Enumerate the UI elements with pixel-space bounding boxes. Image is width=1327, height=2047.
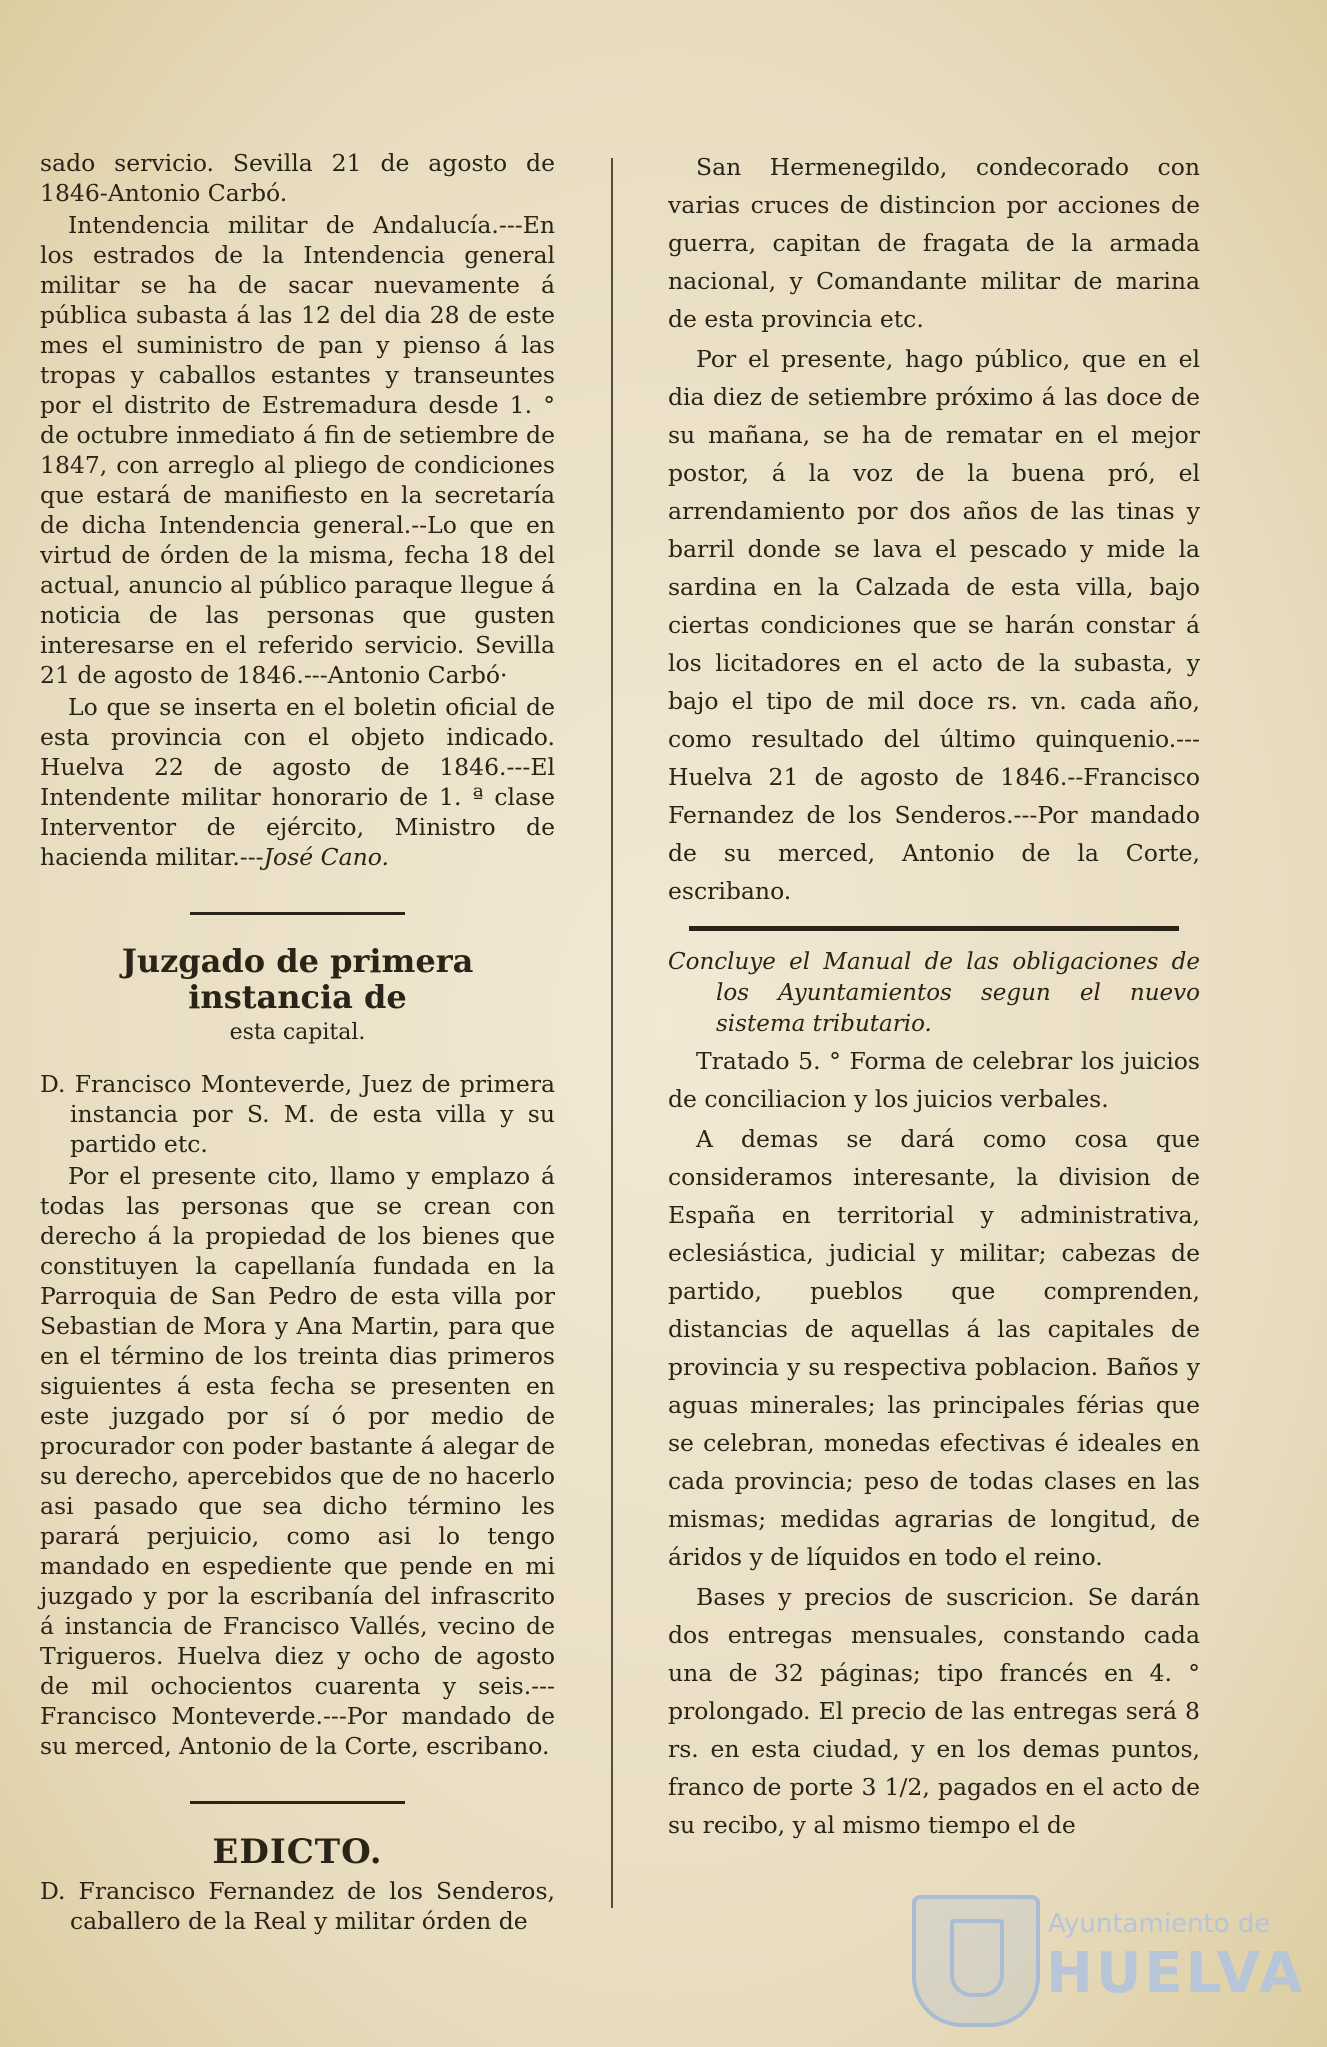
juzgado-subheading: esta capital. [229,1020,366,1045]
intendencia-notice: Intendencia militar de Andalucía.---En los estrados de la Intendencia general militar se ha de sacar nuevamente á pública subasta á las 12 del dia 28 de este mes el suministro de pan y pienso á las tropas y caballos estantes y transeuntes por el distrito de Estremadura desde 1. ° de octubre inmediato á fin de setiembre de 1847, con arreglo al pliego de condiciones que estará de manifiesto en la secretaría de dicha Intendencia general.--Lo que en virtud de órden de la misma, fecha 18 del actual, anuncio al público paraque llegue á noticia de las personas que gusten interesarse en el referido servicio. Sevilla 21 de agosto de 1846.---Antonio Carbó· [40,211,555,689]
division-paragraph: A demas se dará como cosa que consideramos interesante, la division de España en territorial y administrativa, eclesiástica, judicial y militar; cabezas de partido, pueblos que comprenden, distancias de aquellas á las capitales de provincia y su respectiva poblacion. Baños y aguas minerales; las principales férias que se celebran, monedas efectivas é ideales en cada provincia; peso de todas clases en las mismas; medidas agrarias de longitud, de áridos y de líquidos en todo el reino. [668,1125,1200,1571]
juzgado-body: Por el presente cito, llamo y emplazo á todas las personas que se crean con derecho á la propiedad de los bienes que constituyen la capellanía fundada en la Parroquia de San Pedro de esta villa por Sebastian de Mora y Ana Martin, para que en el término de los treinta dias primeros siguientes á esta fecha se presenten en este juzgado por sí ó por medio de procurador con poder bastante á alegar de su derecho, apercebidos que de no hacerlo asi pasado que sea dicho término les parará perjuicio, como asi lo tengo mandado en espediente que pende en mi juzgado y por la escribanía del infrascrito á instancia de Francisco Vallés, vecino de Trigueros. Huelva diez y ocho de agosto de mil ochocientos cuarenta y seis.---Francisco Monteverde.---Por mandado de su merced, Antonio de la Corte, escribano. [40,1162,555,1760]
edicto-body: Por el presente, hago público, que en el dia diez de setiembre próximo á las doce de su mañana, se ha de rematar en el mejor postor, á la voz de la buena pró, el arrendamiento por dos años de las tinas y barril donde se lava el pescado y mide la sardina en la Calzada de esta villa, bajo ciertas condiciones que se harán constar á los licitadores en el acto de la subasta, y bajo el tipo de mil doce rs. vn. cada año, como resultado del último quinquenio.--- Huelva 21 de agosto de 1846.--Francisco Fernandez de los Senderos.---Por mandado de su merced, Antonio de la Corte, escribano. [668,345,1200,905]
suscricion-paragraph: Bases y precios de suscricion. Se darán dos entregas mensuales, constando cada una de 32 páginas; tipo francés en 4. ° prolongado. El precio de las entregas será 8 rs. en esta ciudad, y en los demas puntos, franco de porte 3 1/2, pagados en el acto de su recibo, y al mismo tiempo el de [668,1583,1200,1839]
juzgado-heading: Juzgado de primera instancia de [121,942,474,1016]
shield-icon [912,1895,1040,2027]
shield-inner-icon [950,1919,1004,1997]
juzgado-intro: D. Francisco Monteverde, Juez de primera instancia por S. M. de esta villa y su partido etc. [40,1070,555,1158]
section-divider [190,912,405,915]
left-column [40,148,555,1938]
edicto-continued: San Hermenegildo, condecorado con varias cruces de distincion por acciones de guerra, capitan de fragata de la armada nacional, y Comandante militar de marina de esta provincia etc. [668,153,1200,333]
right-column [668,148,1200,1846]
paragraph-continued: sado servicio. Sevilla 21 de agosto de 1846-Antonio Carbó. [40,149,555,207]
manual-heading: Concluye el Manual de las obligaciones de los Ayuntamientos segun el nuevo sistema tributario. [668,949,1200,1037]
column-divider [611,158,613,1908]
insertion-note [40,692,555,872]
insertion-note-text: Lo que se inserta en el boletin oficial de esta provincia con el objeto indicado. Huelva 22 de agosto de 1846.---El Intendente militar honorario de 1. ª clase Interventor de ejército, Ministro de hacienda militar.--- [40,693,555,871]
signature: José Cano. [263,843,389,871]
tratado-paragraph: Tratado 5. ° Forma de celebrar los juicios de conciliacion y los juicios verbales. [668,1047,1200,1113]
watermark-line2: HUELVA [1046,1941,1306,2006]
edicto-intro: D. Francisco Fernandez de los Senderos, caballero de la Real y militar órden de [40,1877,555,1935]
watermark-line1: Ayuntamiento de [1048,1909,1271,1939]
section-divider [190,1801,405,1804]
watermark [912,1895,1306,2015]
section-divider [689,926,1179,931]
edicto-heading: EDICTO. [212,1832,383,1872]
